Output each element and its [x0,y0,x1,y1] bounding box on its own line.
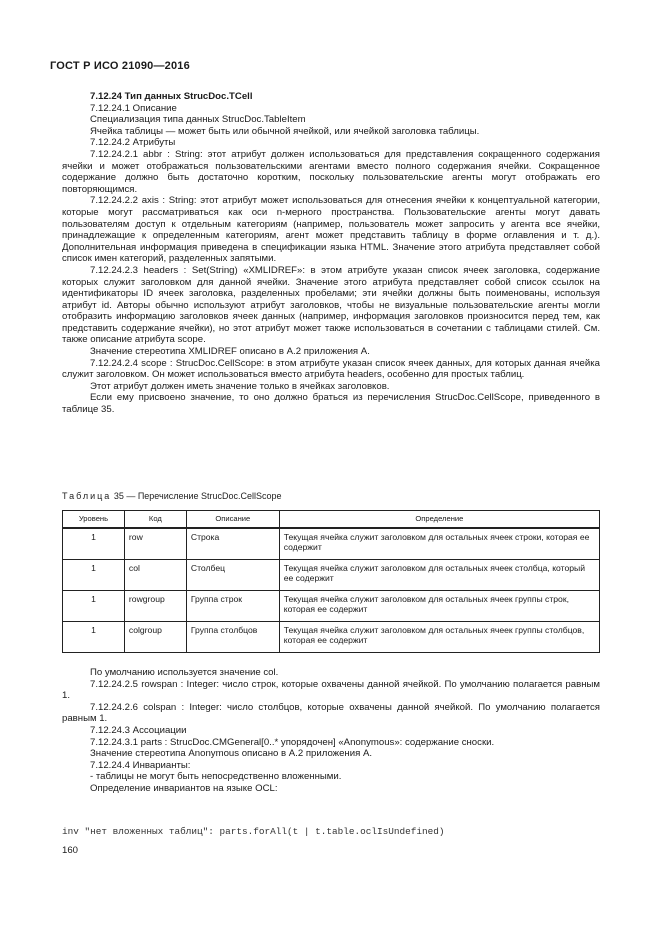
section-heading: 7.12.24 Тип данных StrucDoc.TCell [90,91,253,102]
subsection-description: 7.12.24.1 Описание [90,102,177,114]
paragraph-specialization: Специализация типа данных StrucDoc.TableItem [90,114,306,126]
cell-code: col [124,560,186,591]
table-header-row [63,511,600,529]
paragraph-anonymous: Значение стереотипа Anonymous описано в А.2 приложения А. [90,748,373,760]
section-body [62,91,600,416]
page-number: 160 [62,845,79,856]
cell-code: row [124,528,186,560]
cellscope-table [62,510,600,653]
cell-code: colgroup [124,622,186,653]
paragraph-xmlidref: Значение стереотипа XMLIDREF описано в А.2 приложения А. [90,346,370,358]
column-header-definition: Определение [279,511,599,529]
table-row [63,528,600,560]
paragraph-colspan: 7.12.24.2.6 colspan : Integer: число столбцов, которые охвачены данной ячейкой. По умолчанию полагается равным 1. [62,701,600,725]
subsection-invariants: 7.12.24.4 Инварианты: [90,759,191,771]
paragraph-cell-definition: Ячейка таблицы — может быть или обычной ячейкой, или ячейкой заголовка таблицы. [90,125,480,137]
paragraph-scope-enum: Если ему присвоено значение, то оно должно браться из перечисления StrucDoc.CellScope, приведенного в таблице 35. [62,392,600,416]
cell-definition: Текущая ячейка служит заголовком для остальных ячеек строки, которая ее содержит [279,528,599,560]
cell-definition: Текущая ячейка служит заголовком для остальных ячеек группы столбцов, которая ее содержит [279,622,599,653]
table-caption [62,491,282,501]
cell-level: 1 [63,528,125,560]
cell-level: 1 [63,622,125,653]
cell-description: Строка [186,528,279,560]
paragraph-headers: 7.12.24.2.3 headers : Set(String) «XMLIDREF»: в этом атрибуте указан список ячеек заголовка, содержание которых служит заголовком для данной ячейки. Значение этого атрибута представляет собой список ссылок на идентификаторы ID ячеек заголовка, разделенных пробелами; эти ячейки должны быть поименованы, используя атрибут id. Авторы обычно используют атрибут заголовков, чтобы не визуальные пользовательские агенты могли отобразить информацию заголовков ячеек данных (например, информация заголовков произносится перед тем, как представить содержание ячейки), но этот атрибут может также использоваться в сочетании с таблицами стилей. См. также описание атрибута scope. [62,264,600,346]
cell-description: Группа строк [186,591,279,622]
paragraph-parts: 7.12.24.3.1 parts : StrucDoc.CMGeneral[0..* упорядочен] «Anonymous»: содержание сноски. [90,736,495,748]
cell-definition: Текущая ячейка служит заголовком для остальных ячеек столбца, который ее содержит [279,560,599,591]
column-header-description: Описание [186,511,279,529]
paragraph-default-col: По умолчанию используется значение col. [90,667,279,678]
subsection-associations: 7.12.24.3 Ассоциации [90,724,187,736]
paragraph-axis: 7.12.24.2.2 axis : String: этот атрибут может использоваться для отнесения ячейки к концептуальной категории, которые могут рассматриваться как оси n-мерного пространства. Пользовательские агенты могут давать пользователям доступ к отдельным категориям (например, пользователь может запросить у агента все ячейки, принадлежащие к определенным категориям, агент может представить таблицу в форме оглавления и т. д.). Дополнительная информация приведена в спецификации языка HTML. Значение этого атрибута представляет собой список имен категорий, разделенных запятыми. [62,195,600,265]
cell-description: Столбец [186,560,279,591]
column-header-level: Уровень [63,511,125,529]
subsection-attributes: 7.12.24.2 Атрибуты [90,137,176,149]
cell-code: rowgroup [124,591,186,622]
paragraph-invariant-item: - таблицы не могут быть непосредственно вложенными. [90,771,342,783]
running-header: ГОСТ Р ИСО 21090—2016 [50,60,190,72]
table-caption-prefix: Таблица [62,491,112,501]
paragraph-abbr: 7.12.24.2.1 abbr : String: этот атрибут должен использоваться для представления сокращенного содержания ячейки и может отображаться пользовательскими агентами вместо полного содержания ячейки. Сокращенное содержание должно быть достаточно коротким, поскольку пользовательские агенты могут отображать его повторяющимся. [62,148,600,195]
column-header-code: Код [124,511,186,529]
cell-definition: Текущая ячейка служит заголовком для остальных ячеек группы строк, которая ее содержит [279,591,599,622]
cell-level: 1 [63,591,125,622]
cell-level: 1 [63,560,125,591]
paragraph-ocl-intro: Определение инвариантов на языке OCL: [90,782,278,794]
paragraph-scope-note: Этот атрибут должен иметь значение только в ячейках заголовков. [90,380,390,392]
cell-description: Группа столбцов [186,622,279,653]
paragraph-rowspan: 7.12.24.2.5 rowspan : Integer: число строк, которые охвачены данной ячейкой. По умолчанию полагается равным 1. [62,678,600,702]
ocl-code-line: inv "нет вложенных таблиц": parts.forAll(t | t.table.oclIsUndefined) [62,826,445,837]
table-caption-text: 35 — Перечисление StrucDoc.CellScope [113,491,282,501]
table-row [63,591,600,622]
paragraph-scope: 7.12.24.2.4 scope : StrucDoc.CellScope: в этом атрибуте указан список ячеек данных, для которых данная ячейка служит заголовком. Он может использоваться вместо атрибута headers, особенно для простых таблиц. [62,357,600,381]
table-row [63,622,600,653]
section-body-continued [62,667,600,795]
table-row [63,560,600,591]
